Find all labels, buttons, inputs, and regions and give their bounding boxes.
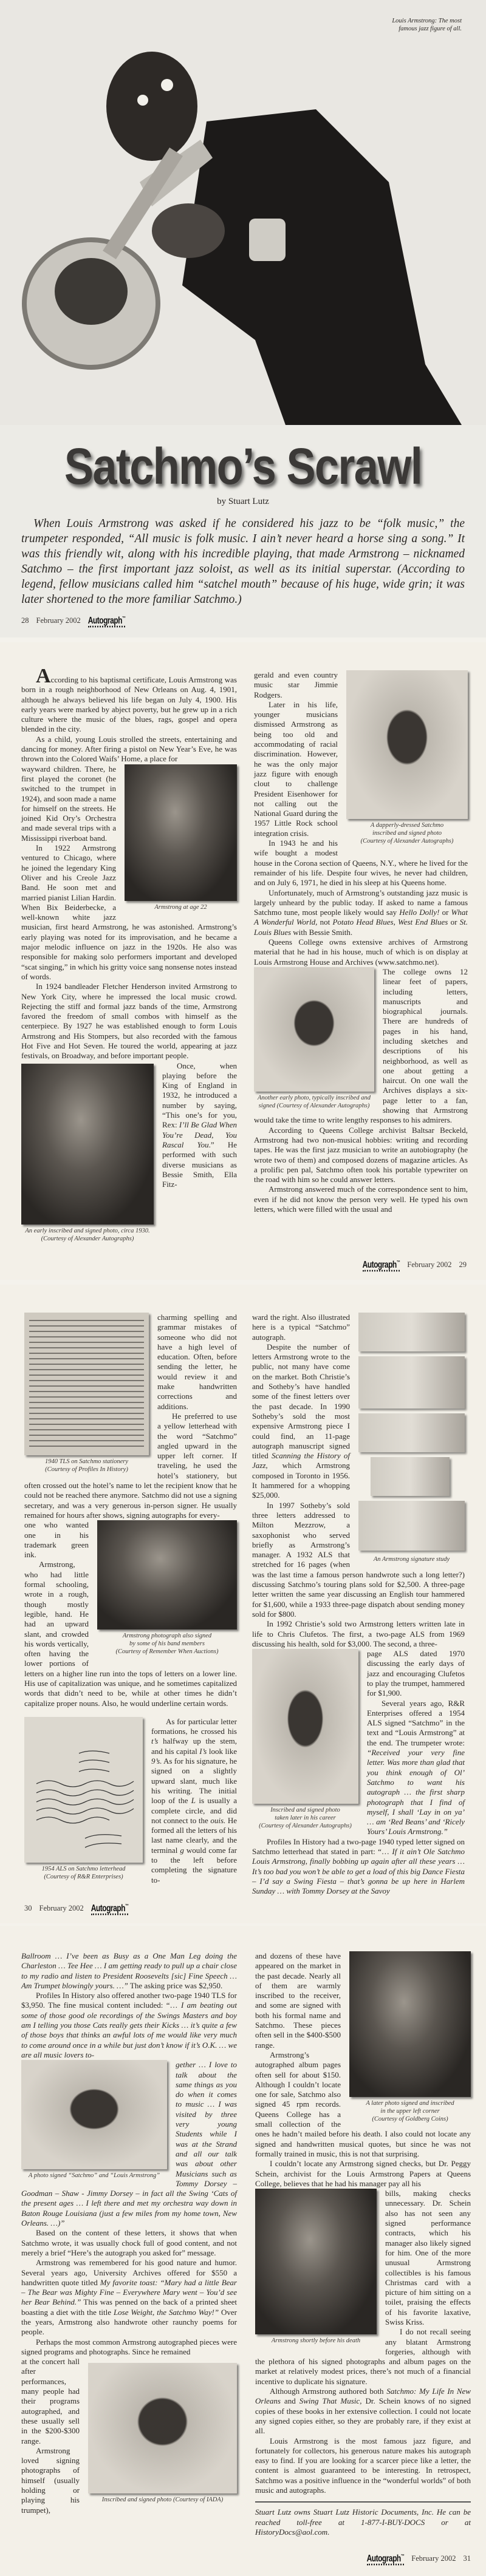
column-left	[24, 1313, 237, 1885]
column-left	[21, 665, 237, 1246]
text-run: look like	[207, 1746, 238, 1756]
text-run: I do not recall seeing any blatant Armstrong forgeries, although with the plethora of his signed photographs and album pages on the market at relatively modest prices, there’s not much of a financial incentive to duplicate his signature.	[255, 2327, 471, 2386]
italic-run: Potato Head Blues, West End Blues	[332, 917, 448, 927]
paragraph	[254, 1126, 468, 1185]
photo-1954-als	[24, 1717, 143, 1863]
figure-letter-1940	[24, 1313, 149, 1473]
text-run: Armstrong was remembered for his good nature and humor. Several years ago, University Archives offered for $550 a handwritten quote titled	[21, 2258, 237, 2287]
italic-run: St. Louis Blues	[254, 917, 468, 937]
italic-run: L	[191, 1796, 196, 1806]
page-31	[0, 1926, 486, 2576]
italic-run: t’s	[151, 1736, 159, 1746]
text-run: charming spelling and grammar mistakes of someone who did not have a high level of education. Often, before sending the letter, he would review it and make handwritten corrections and additions.	[157, 1313, 237, 1411]
italic-run: I’s	[199, 1746, 207, 1756]
paragraph	[255, 2436, 471, 2496]
italic-run: Swing That Music,	[299, 2396, 362, 2406]
byline: by Stuart Lutz	[217, 497, 269, 506]
paragraph	[21, 2258, 237, 2337]
signature-sample	[358, 1356, 465, 1409]
column-right	[254, 670, 468, 1214]
text-run: which Armstrong composed in Toronto in 1956. It hammered for a whopping $25,000.	[252, 1461, 350, 1500]
text-run: Armstrong answered much of the correspondence sent to him, even if he did not know the person very well. He typed his own letters, which were filled with the usual and	[254, 1184, 468, 1214]
drop-cap: A	[36, 665, 51, 687]
text-run: This was penned on the back of a printed sheet boasting a diet with the title	[21, 2297, 237, 2317]
photo-early-signed	[21, 1064, 154, 1225]
paragraph	[21, 735, 237, 764]
text-run: at the concert hall after performances, many people had their programs autographed, and these usually sell in the $200-$300 range.	[21, 2357, 80, 2445]
text-run: Later in his life, younger musicians dismissed Armstrong as being too old and accommodating of racial discrimination. However, he was the only major jazz figure with enough clout to challenge President Eisenhower for not calling out the National Guard during the 1957 Little Rock school integration crisis.	[254, 699, 338, 838]
text-run: halfway up the stem, and his capital	[151, 1736, 237, 1756]
italic-run: I am beating out some of those good ole recordings of the Swings Masters and boy am I telling you those Cats really gets their Kicks … it’s quite a few of those boys that thinks an awful lots of me would like very much to come around once in a while but just don’t know if it’s O.K. … we are all music lovers to-	[21, 2000, 238, 2059]
text-run: According to Queens College archivist Baltsar Beckeld, Armstrong had two non-musical hobbies: writing and recording tapes. He was the first jazz musician to write an autobiography (he wrote two of them) and composed dozens of magazine articles. As a prolific pen pal, Satchmo often took his portable typewriter on the road with him so he could answer letters.	[254, 1125, 468, 1184]
figure-caption: An Armstrong signature study	[373, 1556, 450, 1563]
figure-age-22	[125, 764, 237, 911]
paragraph	[254, 838, 468, 888]
text-run: He formed all the letters of his last name clearly, and the terminal	[151, 1815, 237, 1855]
paragraph	[21, 2337, 237, 2357]
page-number: 31	[463, 2554, 471, 2563]
italic-run: 9’s.	[151, 1756, 162, 1766]
text-run: As for his signature, he signed on a slightly upward slant, much like his writing. The initial loop of the	[151, 1756, 237, 1806]
italic-run: Scanning the History of Jazz,	[252, 1451, 350, 1470]
text-run: gerald and even country music star Jimmie Rodgers.	[254, 670, 338, 699]
paragraph	[21, 665, 237, 735]
text-run: and dozens of these have appeared on the market in the past decade. Nearly all of them are warmly inscribed to the receiver, and some are signed with both his formal name and Satchmo. These pieces often sell in the $400-$500 range.	[255, 1951, 341, 2050]
text-run: Over the years, Armstrong also handwrote other raunchy poems for people.	[21, 2307, 237, 2337]
text-run: or	[439, 908, 451, 917]
text-run: As a child, young Louis strolled the streets, entertaining and dancing for money. After firing a pistol on New Year’s Eve, he was thrown into the Colored Waifs’ Home, a place for	[21, 734, 237, 764]
page-28	[0, 0, 486, 637]
text-run: Although Armstrong authored both	[270, 2387, 387, 2396]
figure-early-photo	[21, 1064, 154, 1243]
text-run: Armstrong’s autographed album pages often sell for about $150. Although I couldn’t locate one for sale, Satchmo also signed 45 rpm records. Queens College has a small collection of the ones he hadn’t mailed before his death. I also could not locate any signed and handwritten musical quotes, but since he was not formally trained in music, this is not that surprising.	[255, 2050, 471, 2158]
intro-deck: When Louis Armstrong was asked if he considered his jazz to be “folk music,” the trumpeter responded, “All music is folk music. I ain’t never heard a horse sing a song.” It was this friendly wit, along with his incredible playing, that made Armstrong – nicknamed Satchmo – the first important jazz soloist, as well as its initial superstar. (According to legend, fellow musicians called him “satchel mouth” because of his huge, wide grin; it was later shortened to the more familiar Satchmo.)	[21, 517, 465, 606]
paragraph	[255, 2387, 471, 2436]
text-run: Queens College owns extensive archives of Armstrong material that he had in his house, much of which is on display at Louis Armstrong House and Archives (www.satchmo.net).	[254, 937, 468, 967]
page-30	[0, 1285, 486, 1923]
text-run: In 1924 bandleader Fletcher Henderson invited Armstrong to New York City, where he impressed the local music crowd. Rejecting the stiff and formal jazz bands of the time, Armstrong favored the freedom of small combos with himself as the centerpiece. By 1927 he was established enough to form Louis Armstrong and His Stompers, but also recorded with the famous Hot Five and Hot Seven. He toured the world, appearing at jazz festivals, on Broadway, and before important people.	[21, 982, 237, 1061]
figure-caption: A later photo signed and inscribed in the upper left corner (Courtesy of Goldberg Coins)	[366, 2100, 454, 2122]
text-run: The college owns 12 linear feet of papers, including letters, manuscripts and biographical journals. There are hundreds of pages in his hand, including sketches and descriptions of his neighborhood, as well as one about getting a haircut. On one wall the Archives displays a six-page letter to a fan, showing that Armstrong would take the time to write lengthy responses to his admirers.	[254, 967, 468, 1125]
handwriting-icon	[24, 1717, 143, 1863]
text-run: page ALS dated 1970 discussing the early days of jazz and encouraging Clufetos to play the trumpet, hammered for $1,900.	[367, 1649, 465, 1698]
issue-date: February 2002	[36, 616, 81, 625]
text-run: Perhaps the most common Armstrong autographed pieces were signed programs and photographs. Since he remained	[21, 2337, 237, 2356]
text-run: would come far to the left before completing the signature to-	[151, 1845, 237, 1884]
figure-caption: 1940 TLS on Satchmo stationery (Courtesy of Profiles In History)	[44, 1458, 129, 1473]
paragraph	[254, 1184, 468, 1214]
figure-letter-1954	[24, 1717, 143, 1881]
page-number: 30	[24, 1904, 32, 1912]
text-run: Once, when playing before the King of England in 1932, he introduced a number by saying, “This one’s for you, Rex:	[162, 1061, 237, 1130]
page-number: 29	[459, 1260, 467, 1269]
figure-dapper	[346, 670, 468, 845]
photo-later-career	[252, 1649, 358, 1804]
photo-dapper-satchmo	[346, 670, 468, 819]
page-footer	[21, 616, 125, 626]
italic-run: I’ll Be Glad When You’re Dead, You Rascal You	[162, 1120, 237, 1149]
text-run: one who wanted one in his trademark green ink.	[24, 1520, 89, 1560]
divider	[255, 2501, 471, 2503]
figure-signature-study	[358, 1313, 465, 1563]
italic-run: g	[180, 1845, 184, 1855]
text-run: He preferred to use a yellow letterhead with the word “Satchmo” angled upward in the upper left corner. If traveling, he used the hotel’s stationery, but often crossed out the hotel’s name to let the recipient know that he could not be reached there anymore. Satchmo did not use a signing secretary, and was a very generous in-person signer. He usually remained for hours after shows, signing autographs for every-	[24, 1411, 237, 1520]
italic-run: What A Wonderful World,	[254, 908, 468, 927]
italic-run: Satchmo: My Life In New Orleans	[255, 2387, 471, 2406]
caption-line: Louis Armstrong: The most	[392, 18, 462, 24]
figure-band-photo	[97, 1520, 237, 1656]
text-run: Armstrong loved signing photographs of himself (usually holding or playing his trumpet),	[21, 2445, 80, 2515]
italic-run: gether … I love to talk about the same things as you do when it comes to music … I was visited by three very young Students while I was at the Strand and all our talk was about other Musicians such as Tommy Dorsey – Goodman – Shaw - Jimmy Dorsey – in fact all the Swing ‘Cats of the present ages … I left there and met my orchestra way down in Baton Rouge Louisiana (just a few miles from my home town, New Orleans. …)”	[21, 2060, 237, 2228]
text-run: ward the right. Also illustrated here is a typical “Satchmo” autograph.	[252, 1313, 350, 1342]
text-run: Armstrong, who had little formal schooling, wrote in a rough, though mostly legible, hand. He had an upward slant, and crowded his words vertically, often having the lower portions of letters on a higher line run into the tops of letters on a lower line. His use of capitalization was unique, and he sometimes capitalized words that didn’t need to be, while at other times he didn’t capitalize proper nouns. Also, he would underline certain words.	[24, 1560, 237, 1708]
issue-date: February 2002	[411, 2554, 456, 2563]
issue-date: February 2002	[407, 1260, 452, 1269]
figure-goldberg-photo	[349, 1951, 471, 2123]
text-run: In 1922 Armstrong ventured to Chicago, where he joined the legendary King Oliver and his Creole Jazz Band. He soon met and married pianist Lilian Hardin. When Bix Beiderbecke, a well-known white jazz musician, first heard Armstrong, he was astonished. Armstrong’s early playing was noted for its improvisation, and he became a major melodic influence on jazz in the 1920s. He also was responsible for making solo performers important and developed “scat singing,” in which his gritty voice sang nonsense notes instead of words.	[21, 843, 237, 981]
text-run: In 1943 he and his wife bought a modest house in the Corona section of Queens, N.Y., where he lived for the remainder of his life. Despite four wives, he never had children, and on July 6, 1971, he died in his sleep at his Queens home.	[254, 838, 468, 888]
text-run: Profiles In History also offered another two-page 1940 TLS for $3,950. The fine musical content included: “…	[21, 1991, 237, 2010]
text-run: .” He performed with such diverse musicians as Bessie Smith, Ella Fitz-	[162, 1140, 237, 1189]
italic-run: ouis.	[210, 1815, 226, 1825]
italic-run: If it ain’t Ole Satchmo Louis Armstrong, finally bobbing up again after all these years … It’s too bad you won’t be able to get a load of this big Dance Fiesta – I’d say a Swing Fiesta – that’s gonna be up here in Harlem Sunday … with Tommy Dorsey at the Savoy	[252, 1847, 465, 1896]
figure-later-photo	[252, 1649, 358, 1830]
page-footer	[24, 1904, 128, 1914]
page-29	[0, 642, 486, 1280]
text-run: Louis Armstrong is the most famous jazz figure, and fortunately for collectors, his generous nature makes his autograph easy to find. If you are looking for a scarcer piece like a letter, the content is almost guaranteed to be interesting. In retrospect, Satchmo was a positive influence in the “wonderful worlds” of both music and autographs.	[255, 2436, 471, 2495]
issue-date: February 2002	[39, 1904, 84, 1912]
page-footer	[363, 1260, 467, 1270]
column-left	[21, 1951, 237, 2515]
text-run: The asking price was $2,950.	[128, 1980, 223, 1990]
text-run: wayward children. There, he first played the coronet (he switched to the trumpet in 1924), and soon made a name for himself on the streets. He joined Kid Ory’s Orchestra and made several trips with a Mississippi riverboat band.	[21, 764, 116, 843]
photo-1940-tls	[24, 1313, 149, 1455]
text-run: Profiles In History had a two-page 1940 typed letter signed on Satchmo letterhead that stated in part: “…	[252, 1837, 465, 1857]
figure-caption: A dapperly-dressed Satchmo inscribed and signed photo (Courtesy of Alexander Autographs)	[360, 822, 454, 845]
italic-run: Ballroom … I’ve been as Busy as a One Man Leg doing the Charleston … Tee Hee … I am getting ready to pull up a chair close to my radio and listen to President Roosevelts [sic] Fine Speech … Am Trumpet blowingly yours. …”	[21, 1951, 237, 1990]
photo-armstrong-age-22	[125, 764, 237, 901]
photo-another-early	[254, 967, 374, 1092]
paragraph	[252, 1837, 465, 1897]
page-number: 28	[21, 616, 29, 625]
text-run: In 1997 Sotheby’s sold three letters addressed to Milton Mezzrow, a saxophonist who served briefly as Armstrong’s manager. A 1932 ALS that stretched for 16 pages (when was the last time a famous person handwrote such a long letter?) discussing Satchmo’s touring plans sold for $2,500. A three-page letter written the same year discussing an English tour hammered for $1,600, while a 1933 three-page dispatch about sending money sold for $800.	[252, 1500, 465, 1619]
figure-caption: Armstrong photograph also signed by some of his band members (Courtesy of Remember When Auctions)	[115, 1633, 219, 1656]
figure-caption: 1954 ALS on Satchmo letterhead (Courtesy of R&R Enterprises)	[41, 1865, 126, 1880]
cover-photo-armstrong-trumpet	[0, 0, 486, 425]
paragraph	[21, 982, 237, 1061]
figure-before-death	[255, 2189, 377, 2345]
text-run: bills, making checks unnecessary. Dr. Schein also has not seen any signed performance contracts, which his manager also likely signed for him. One of the more unusual Armstrong collectibles is his famous Christmas card with a picture of him sitting on a toilet, praising the effects of his favorite laxative, Swiss Kriss.	[385, 2189, 471, 2326]
italic-run: “Received your very fine letter. Was more than glad that you think enough of Ol’ Satchmo to want his autograph … the first sharp photograph that I find of myself, I shall ‘Lay in on ya’ … am ‘Red Beans’ and ‘Ricely Yours’ Louis Armstrong.”	[367, 1748, 465, 1837]
magazine-logo: Autograph™	[363, 1259, 400, 1272]
signature-sample	[358, 1313, 465, 1351]
article-title: Satchmo’s Scrawl	[64, 438, 422, 495]
column-right	[255, 1951, 471, 2537]
paragraph	[21, 1991, 237, 2060]
figure-caption: Inscribed and signed photo taken later in his career (Courtesy of Alexander Autographs)	[259, 1807, 352, 1830]
text-run: ccording to his baptismal certificate, Louis Armstrong was born in a rough neighborhood of New Orleans on Aug. 4, 1901, although he always believed his life began on July 4, 1900. His early years were marked by abject poverty, but he grew up in a rich culture where the music of the blues, rags, gospel and opera blended in the city.	[21, 675, 237, 734]
signature-sample-satchmo	[358, 1501, 465, 1551]
text-run: I couldn’t locate any Armstrong signed checks, but Dr. Peggy Schein, archivist for the Louis Armstrong Papers at Queens College, believes that he had his manager pay all his	[255, 2159, 471, 2188]
figure-iada-photo	[88, 2363, 237, 2504]
photo-shortly-before-death	[255, 2189, 377, 2334]
photo-band-members	[97, 1520, 237, 1630]
text-run: is usually a complete circle, and did not connect to the	[151, 1796, 237, 1825]
text-run: As for particular letter formations, he crossed his	[151, 1716, 237, 1736]
figure-another-early	[254, 967, 374, 1110]
text-run: Based on the content of these letters, it shows that when Satchmo wrote, it was usually chock full of good content, and not merely a brief “Here’s the autograph you asked for” message.	[21, 2228, 237, 2257]
magazine-logo: Autograph™	[91, 1903, 129, 1915]
figure-caption: Armstrong at age 22	[154, 903, 207, 911]
magazine-logo: Autograph™	[367, 2553, 405, 2566]
caption-line: famous jazz figure of all.	[399, 25, 462, 32]
figure-caption: Another early photo, typically inscribed and signed (Courtesy of Alexander Autographs)	[257, 1094, 371, 1109]
paragraph	[21, 1951, 237, 1991]
text-run: In 1992 Christie’s sold two Armstrong letters written late in life to Chris Clufetos. The first, a two-page ALS from 1969 discussing his health, sold for $3,000. The second, a three-	[252, 1619, 465, 1648]
figure-grin-photo	[21, 2060, 167, 2180]
page-footer	[367, 2554, 471, 2564]
text-run: Unfortunately, much of Armstrong’s outstanding jazz music is largely unheard by the public today. If asked to name a famous Satchmo tune, most people likely would say	[254, 888, 468, 917]
italic-run: Hello Dolly!	[399, 908, 440, 917]
text-run: Dr. Schein knows of no signed copies of these books in her extensive collection. I could not locate any signed copies either, so they are probably rare, if they exist at all.	[255, 2396, 471, 2436]
text-run: or	[448, 917, 460, 927]
figure-caption: A photo signed “Satchmo” and “Louis Armstrong”	[28, 2172, 160, 2180]
italic-run: My favorite toast: “Mary had a little Bear – The Bear was Mighty Fine – Everywhere Mary went – You’d see her Bear Behind.”	[21, 2277, 237, 2307]
paragraph	[252, 1619, 465, 1649]
signature-sample	[371, 1457, 450, 1496]
author-bio: Stuart Lutz owns Stuart Lutz Historic Documents, Inc. He can be reached toll-free at 1-877-I-BUY-DOCS or at HistoryDocs@aol.com.	[255, 2507, 471, 2537]
figure-caption: Armstrong shortly before his death	[271, 2337, 361, 2345]
magazine-logo: Autograph™	[88, 615, 126, 628]
cover-caption	[392, 17, 462, 33]
signature-sample	[358, 1413, 465, 1452]
paragraph	[21, 2228, 237, 2258]
text-run: Several years ago, R&R Enterprises offered a 1954 ALS signed “Satchmo” in the text and “Louis Armstrong” at the end. The trumpeter wrote:	[367, 1698, 465, 1747]
column-right	[252, 1313, 465, 1897]
photo-later-inscribed	[349, 1951, 471, 2097]
paragraph	[254, 888, 468, 937]
figure-caption: Inscribed and signed photo (Courtesy of IADA)	[101, 2496, 224, 2504]
photo-trumpet-signed	[88, 2363, 237, 2493]
text-run: not	[317, 917, 333, 927]
text-run: and	[280, 2396, 299, 2406]
italic-run: Lose Weight, the Satchmo Way!”	[113, 2307, 219, 2317]
paragraph	[254, 937, 468, 967]
photo-satchmo-grin	[21, 2060, 167, 2169]
text-run: Despite the number of letters Armstrong wrote to the public, not many have come on the market. Both Christie’s and Sotheby’s have handled some of the finest letters over the past decade. In 1990 Sotheby’s sold the most expensive Armstrong piece I could find, an 11-page autograph manuscript signed titled	[252, 1342, 350, 1461]
figure-caption: An early inscribed and signed photo, circa 1930. (Courtesy of Alexander Autographs)	[25, 1227, 150, 1242]
paragraph	[255, 2159, 471, 2189]
text-run: with Bessie Smith.	[291, 927, 353, 937]
